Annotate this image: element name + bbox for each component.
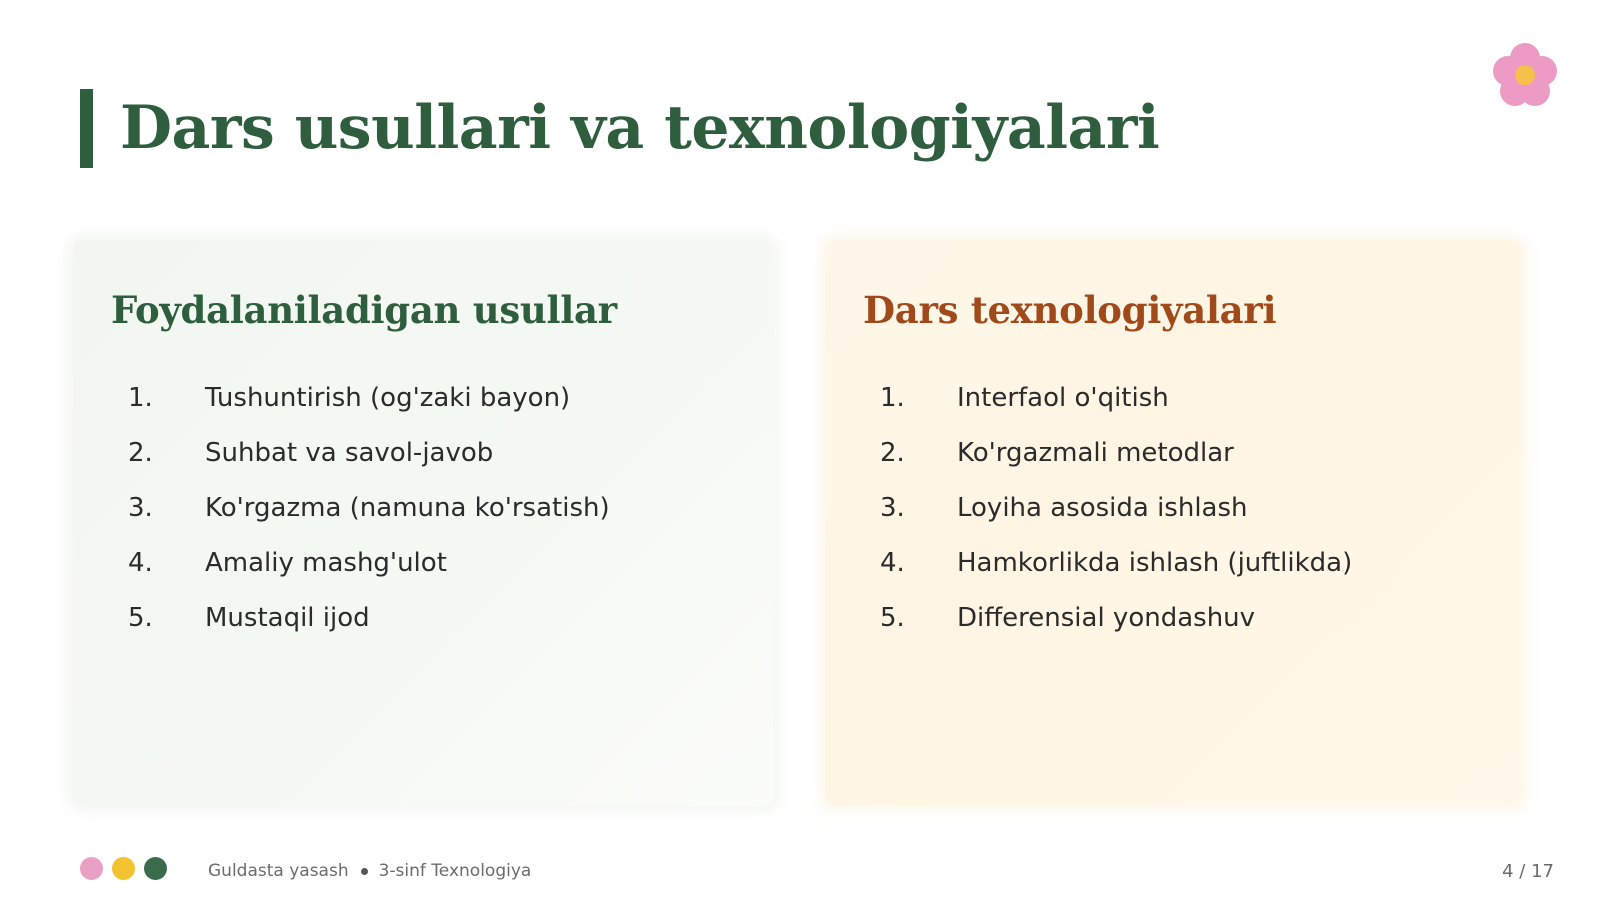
- list-item: [880, 480, 1352, 535]
- list-item: [128, 425, 610, 480]
- list-item: [128, 535, 610, 590]
- item-number: 3.: [128, 492, 153, 523]
- item-number: 2.: [128, 437, 153, 468]
- list-item: [880, 425, 1352, 480]
- footer-subject: 3-sinf Texnologiya: [378, 861, 532, 881]
- title-accent-bar: [80, 89, 93, 168]
- item-number: 3.: [880, 492, 905, 523]
- green-dot: [144, 857, 167, 880]
- methods-heading: Foydalaniladigan usullar: [111, 288, 617, 332]
- list-item: [880, 370, 1352, 425]
- footer-caption: [208, 861, 531, 881]
- item-text: Suhbat va savol-javob: [205, 437, 494, 468]
- technologies-card: [825, 240, 1522, 806]
- technologies-list: [880, 370, 1352, 645]
- separator-dot: [361, 868, 368, 875]
- flower-icon: [1487, 38, 1563, 114]
- list-item: [128, 370, 610, 425]
- pink-dot: [80, 857, 103, 880]
- item-text: Differensial yondashuv: [957, 602, 1256, 633]
- item-number: 1.: [128, 382, 153, 413]
- yellow-dot: [112, 857, 135, 880]
- item-number: 4.: [880, 547, 905, 578]
- item-text: Tushuntirish (og'zaki bayon): [205, 382, 571, 413]
- item-number: 2.: [880, 437, 905, 468]
- technologies-heading: Dars texnologiyalari: [863, 288, 1277, 332]
- slide-title: Dars usullari va texnologiyalari: [120, 93, 1160, 163]
- item-text: Interfaol o'qitish: [957, 382, 1169, 413]
- item-text: Amaliy mashg'ulot: [205, 547, 447, 578]
- item-number: 5.: [880, 602, 905, 633]
- list-item: [128, 480, 610, 535]
- methods-card: [73, 240, 773, 806]
- page-number: 4 / 17: [1502, 861, 1554, 882]
- footer-topic: Guldasta yasash: [208, 861, 349, 881]
- list-item: [880, 535, 1352, 590]
- list-item: [128, 590, 610, 645]
- item-text: Hamkorlikda ishlash (juftlikda): [957, 547, 1353, 578]
- list-item: [880, 590, 1352, 645]
- methods-list: [128, 370, 610, 645]
- item-number: 1.: [880, 382, 905, 413]
- item-text: Ko'rgazma (namuna ko'rsatish): [205, 492, 610, 523]
- item-text: Loyiha asosida ishlash: [957, 492, 1248, 523]
- item-text: Ko'rgazmali metodlar: [957, 437, 1234, 468]
- footer-dots: [80, 857, 167, 880]
- item-text: Mustaqil ijod: [205, 602, 370, 633]
- item-number: 4.: [128, 547, 153, 578]
- item-number: 5.: [128, 602, 153, 633]
